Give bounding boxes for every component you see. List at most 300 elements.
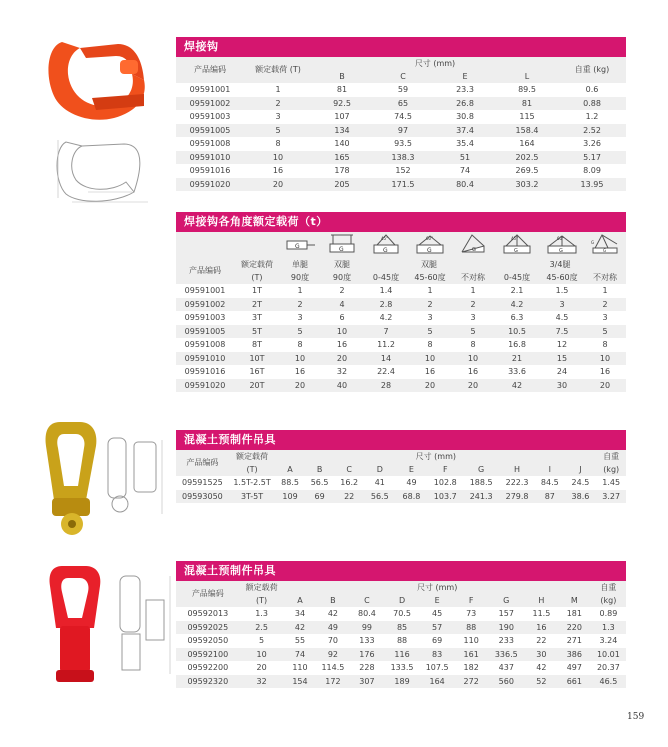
header-col: M bbox=[558, 595, 591, 607]
table-cell: 16 bbox=[280, 365, 320, 379]
table-row bbox=[176, 648, 626, 662]
svg-text:G: G bbox=[339, 246, 344, 253]
table-cell: 3T bbox=[234, 311, 280, 325]
table-cell: 181 bbox=[558, 607, 591, 621]
header-col: C bbox=[334, 464, 364, 476]
table-cell: 437 bbox=[488, 661, 525, 675]
table-cell: 12 bbox=[540, 338, 584, 352]
svg-text:G: G bbox=[427, 247, 432, 254]
header-product-code: 产品编码 bbox=[176, 57, 244, 83]
table-cell: 161 bbox=[455, 648, 488, 662]
table-cell: 336.5 bbox=[488, 648, 525, 662]
table-cell: 56.5 bbox=[364, 490, 396, 504]
table-row bbox=[176, 151, 626, 165]
table-cell: 110 bbox=[455, 634, 488, 648]
table-cell: 49 bbox=[396, 476, 428, 490]
table-cell: 10 bbox=[280, 352, 320, 366]
table-cell: 69 bbox=[420, 634, 455, 648]
table-cell: 176 bbox=[349, 648, 384, 662]
product-code-cell: 09592200 bbox=[176, 661, 240, 675]
product-code-cell: 09591020 bbox=[176, 379, 234, 393]
table-cell: 8 bbox=[584, 338, 626, 352]
header-double-leg-angles: 双腿 bbox=[364, 258, 494, 272]
table-row bbox=[176, 325, 626, 339]
table-cell: 84.5 bbox=[535, 476, 565, 490]
header-product-code: 产品编码 bbox=[176, 258, 234, 284]
table-cell: 205 bbox=[312, 178, 372, 192]
table-cell: 55 bbox=[284, 634, 317, 648]
table-cell: 88 bbox=[384, 634, 419, 648]
svg-text:G: G bbox=[514, 248, 518, 254]
table-cell: 42 bbox=[284, 621, 317, 635]
table-cell: 6.3 bbox=[494, 311, 540, 325]
svg-text:G: G bbox=[603, 248, 607, 253]
table-cell: 140 bbox=[312, 137, 372, 151]
table-cell: 222.3 bbox=[499, 476, 535, 490]
table-cell: 74.5 bbox=[372, 110, 434, 124]
svg-text:45°: 45° bbox=[511, 236, 519, 241]
table-cell: 23.3 bbox=[434, 83, 496, 97]
table-cell: 65 bbox=[372, 97, 434, 111]
table-cell: 165 bbox=[312, 151, 372, 165]
three-leg-asymmetric-icon bbox=[584, 232, 626, 258]
header-angle: 不对称 bbox=[584, 272, 626, 284]
table-cell: 560 bbox=[488, 675, 525, 689]
table-cell: 1.45 bbox=[596, 476, 626, 490]
table-cell: 14 bbox=[364, 352, 408, 366]
table-body bbox=[176, 284, 626, 392]
table-cell: 30 bbox=[525, 648, 558, 662]
table-cell: 10T bbox=[234, 352, 280, 366]
table-cell: 16 bbox=[584, 365, 626, 379]
table-cell: 8 bbox=[452, 338, 494, 352]
header-load-unit: (T) bbox=[234, 272, 280, 284]
double-leg-45-icon bbox=[364, 232, 408, 258]
table-cell: 220 bbox=[558, 621, 591, 635]
table-cell: 5T bbox=[234, 325, 280, 339]
product-code-cell: 09592320 bbox=[176, 675, 240, 689]
table-cell: 24 bbox=[540, 365, 584, 379]
table-cell: 1 bbox=[452, 284, 494, 298]
header-angle: 45-60度 bbox=[540, 272, 584, 284]
table-cell: 2T bbox=[234, 298, 280, 312]
product-code-cell: 09591525 bbox=[176, 476, 229, 490]
angle-load-table bbox=[176, 232, 626, 392]
table-cell: 2 bbox=[280, 298, 320, 312]
table-cell: 233 bbox=[488, 634, 525, 648]
table-cell: 188.5 bbox=[463, 476, 499, 490]
table-cell: 10 bbox=[584, 352, 626, 366]
double-leg-90-icon bbox=[320, 232, 364, 258]
product-code-cell: 09591001 bbox=[176, 83, 244, 97]
table-cell: 35.4 bbox=[434, 137, 496, 151]
table-cell: 3 bbox=[540, 298, 584, 312]
table-cell: 11.5 bbox=[525, 607, 558, 621]
table-cell: 133.5 bbox=[384, 661, 419, 675]
product-code-cell: 09592013 bbox=[176, 607, 240, 621]
table-cell: 2.1 bbox=[494, 284, 540, 298]
table-cell: 8 bbox=[408, 338, 452, 352]
table-cell: 20 bbox=[408, 379, 452, 393]
table-cell: 2 bbox=[244, 97, 312, 111]
table-cell: 83 bbox=[420, 648, 455, 662]
header-col: B bbox=[305, 464, 335, 476]
table-cell: 1.3 bbox=[591, 621, 626, 635]
header-angle: 90度 bbox=[280, 272, 320, 284]
header-col: C bbox=[349, 595, 384, 607]
table-cell: 16T bbox=[234, 365, 280, 379]
table-cell: 2.8 bbox=[364, 298, 408, 312]
table-cell: 189 bbox=[384, 675, 419, 689]
weld-hook-drawing bbox=[52, 132, 162, 208]
table-cell: 16.2 bbox=[334, 476, 364, 490]
table-cell: 80.4 bbox=[349, 607, 384, 621]
table-cell: 5 bbox=[584, 325, 626, 339]
table-cell: 172 bbox=[316, 675, 349, 689]
header-weight: 自重 (kg) bbox=[558, 57, 626, 83]
table-row bbox=[176, 110, 626, 124]
table-row bbox=[176, 298, 626, 312]
concrete-lifter-section-1 bbox=[176, 430, 626, 503]
table-cell: 92 bbox=[316, 648, 349, 662]
table-cell: 1.2 bbox=[558, 110, 626, 124]
header-col: A bbox=[275, 464, 305, 476]
svg-text:G: G bbox=[591, 240, 595, 245]
table-cell: 32 bbox=[240, 675, 284, 689]
lifting-clutch-red-drawing bbox=[114, 570, 176, 682]
page-number: 159 bbox=[627, 712, 645, 722]
table-cell: 22.4 bbox=[364, 365, 408, 379]
table-cell: 34 bbox=[284, 607, 317, 621]
table-body bbox=[176, 476, 626, 503]
table-cell: 16.8 bbox=[494, 338, 540, 352]
table-cell: 10 bbox=[452, 352, 494, 366]
table-cell: 2 bbox=[584, 298, 626, 312]
table-cell: 8.09 bbox=[558, 164, 626, 178]
table-row bbox=[176, 379, 626, 393]
table-cell: 81 bbox=[496, 97, 558, 111]
table-cell: 2 bbox=[408, 298, 452, 312]
table-cell: 80.4 bbox=[434, 178, 496, 192]
table-cell: 133 bbox=[349, 634, 384, 648]
table-cell: 178 bbox=[312, 164, 372, 178]
table-cell: 97 bbox=[372, 124, 434, 138]
table-cell: 20 bbox=[244, 178, 312, 192]
table-cell: 107.5 bbox=[420, 661, 455, 675]
table-cell: 51 bbox=[434, 151, 496, 165]
table-cell: 164 bbox=[496, 137, 558, 151]
table-cell: 134 bbox=[312, 124, 372, 138]
table-cell: 110 bbox=[284, 661, 317, 675]
product-code-cell: 09591005 bbox=[176, 124, 244, 138]
table-cell: 11.2 bbox=[364, 338, 408, 352]
table-cell: 20.37 bbox=[591, 661, 626, 675]
header-weight: 自重 bbox=[596, 450, 626, 464]
concrete-lifter-table-2 bbox=[176, 581, 626, 688]
product-code-cell: 09592025 bbox=[176, 621, 240, 635]
table-cell: 21 bbox=[494, 352, 540, 366]
table-cell: 3.26 bbox=[558, 137, 626, 151]
table-cell: 22 bbox=[525, 634, 558, 648]
header-angle: 45-60度 bbox=[408, 272, 452, 284]
header-col: L bbox=[496, 71, 558, 83]
header-angle: 不对称 bbox=[452, 272, 494, 284]
table-cell: 38.6 bbox=[565, 490, 597, 504]
table-row bbox=[176, 476, 626, 490]
header-col: B bbox=[316, 595, 349, 607]
table-cell: 16 bbox=[452, 365, 494, 379]
table-cell: 3T-5T bbox=[229, 490, 275, 504]
table-cell: 46.5 bbox=[591, 675, 626, 689]
table-cell: 87 bbox=[535, 490, 565, 504]
table-cell: 30.8 bbox=[434, 110, 496, 124]
table-cell: 15 bbox=[540, 352, 584, 366]
product-code-cell: 09591016 bbox=[176, 365, 234, 379]
svg-text:60°: 60° bbox=[557, 236, 565, 241]
header-col: D bbox=[384, 595, 419, 607]
header-double-leg: 双腿 bbox=[320, 258, 364, 272]
product-code-cell: 09591010 bbox=[176, 151, 244, 165]
table-cell: 307 bbox=[349, 675, 384, 689]
table-cell: 3 bbox=[280, 311, 320, 325]
table-cell: 73 bbox=[455, 607, 488, 621]
header-rated-load: 额定载荷 (T) bbox=[244, 57, 312, 83]
table-cell: 5 bbox=[244, 124, 312, 138]
product-code-cell: 09591003 bbox=[176, 110, 244, 124]
product-code-cell: 09593050 bbox=[176, 490, 229, 504]
table-row bbox=[176, 284, 626, 298]
table-cell: 20T bbox=[234, 379, 280, 393]
table-cell: 8 bbox=[280, 338, 320, 352]
header-col: H bbox=[499, 464, 535, 476]
table-row bbox=[176, 365, 626, 379]
table-cell: 102.8 bbox=[427, 476, 463, 490]
lifting-clutch-gold-drawing bbox=[104, 432, 170, 522]
product-code-cell: 09592100 bbox=[176, 648, 240, 662]
table-cell: 42 bbox=[525, 661, 558, 675]
table-cell: 10.01 bbox=[591, 648, 626, 662]
table-cell: 56.5 bbox=[305, 476, 335, 490]
header-col: D bbox=[364, 464, 396, 476]
table-cell: 20 bbox=[240, 661, 284, 675]
table-cell: 45 bbox=[420, 607, 455, 621]
table-cell: 69 bbox=[305, 490, 335, 504]
table-cell: 190 bbox=[488, 621, 525, 635]
table-cell: 152 bbox=[372, 164, 434, 178]
three-leg-60-icon bbox=[540, 232, 584, 258]
table-cell: 2 bbox=[452, 298, 494, 312]
table-cell: 109 bbox=[275, 490, 305, 504]
weld-hook-photo bbox=[40, 34, 152, 126]
table-cell: 158.4 bbox=[496, 124, 558, 138]
header-col: E bbox=[396, 464, 428, 476]
table-cell: 3 bbox=[244, 110, 312, 124]
svg-text:G: G bbox=[559, 248, 563, 254]
table-cell: 2 bbox=[320, 284, 364, 298]
table-cell: 74 bbox=[434, 164, 496, 178]
table-cell: 3 bbox=[408, 311, 452, 325]
table-row bbox=[176, 137, 626, 151]
table-cell: 182 bbox=[455, 661, 488, 675]
table-cell: 0.88 bbox=[558, 97, 626, 111]
header-dimensions: 尺寸 (mm) bbox=[284, 581, 591, 595]
header-weight-unit: (kg) bbox=[596, 464, 626, 476]
section-title: 混凝土预制件吊具 bbox=[176, 561, 626, 581]
table-cell: 41 bbox=[364, 476, 396, 490]
table-row bbox=[176, 490, 626, 504]
table-cell: 116 bbox=[384, 648, 419, 662]
header-dimensions: 尺寸 (mm) bbox=[312, 57, 558, 71]
table-cell: 1.4 bbox=[364, 284, 408, 298]
table-cell: 20 bbox=[452, 379, 494, 393]
table-cell: 24.5 bbox=[565, 476, 597, 490]
header-load-unit: (T) bbox=[229, 464, 275, 476]
table-cell: 10.5 bbox=[494, 325, 540, 339]
header-angle: 0-45度 bbox=[364, 272, 408, 284]
table-cell: 241.3 bbox=[463, 490, 499, 504]
table-cell: 70 bbox=[316, 634, 349, 648]
table-cell: 30 bbox=[540, 379, 584, 393]
svg-text:60°: 60° bbox=[426, 236, 434, 241]
header-rated-load: 额定载荷 bbox=[240, 581, 284, 595]
svg-text:G: G bbox=[472, 247, 476, 253]
table-cell: 26.8 bbox=[434, 97, 496, 111]
table-cell: 16 bbox=[320, 338, 364, 352]
table-cell: 138.3 bbox=[372, 151, 434, 165]
product-code-cell: 09591008 bbox=[176, 338, 234, 352]
section-title: 焊接钩 bbox=[176, 37, 626, 57]
header-col: B bbox=[312, 71, 372, 83]
table-cell: 10 bbox=[240, 648, 284, 662]
table-cell: 115 bbox=[496, 110, 558, 124]
product-code-cell: 09591002 bbox=[176, 97, 244, 111]
header-col: E bbox=[434, 71, 496, 83]
table-row bbox=[176, 178, 626, 192]
table-cell: 279.8 bbox=[499, 490, 535, 504]
table-cell: 3.24 bbox=[591, 634, 626, 648]
double-leg-60-icon bbox=[408, 232, 452, 258]
table-cell: 70.5 bbox=[384, 607, 419, 621]
weld-hook-section bbox=[176, 37, 626, 191]
header-col: H bbox=[525, 595, 558, 607]
table-cell: 92.5 bbox=[312, 97, 372, 111]
table-cell: 28 bbox=[364, 379, 408, 393]
table-cell: 5 bbox=[240, 634, 284, 648]
header-load-unit: (T) bbox=[240, 595, 284, 607]
product-code-cell: 09591020 bbox=[176, 178, 244, 192]
table-cell: 81 bbox=[312, 83, 372, 97]
table-cell: 157 bbox=[488, 607, 525, 621]
table-cell: 1 bbox=[280, 284, 320, 298]
table-cell: 85 bbox=[384, 621, 419, 635]
header-col: C bbox=[372, 71, 434, 83]
table-cell: 4.2 bbox=[494, 298, 540, 312]
header-angle: 0-45度 bbox=[494, 272, 540, 284]
header-col: G bbox=[488, 595, 525, 607]
table-cell: 7 bbox=[364, 325, 408, 339]
table-cell: 99 bbox=[349, 621, 384, 635]
table-cell: 1.5 bbox=[540, 284, 584, 298]
product-code-cell: 09591008 bbox=[176, 137, 244, 151]
svg-text:G: G bbox=[295, 243, 300, 250]
table-cell: 154 bbox=[284, 675, 317, 689]
product-code-cell: 09591001 bbox=[176, 284, 234, 298]
table-cell: 4.2 bbox=[364, 311, 408, 325]
double-leg-asymmetric-icon bbox=[452, 232, 494, 258]
table-row bbox=[176, 675, 626, 689]
table-cell: 16 bbox=[244, 164, 312, 178]
table-cell: 271 bbox=[558, 634, 591, 648]
lifting-clutch-red-photo bbox=[44, 562, 108, 688]
table-body bbox=[176, 607, 626, 688]
table-cell: 33.6 bbox=[494, 365, 540, 379]
product-code-cell: 09591003 bbox=[176, 311, 234, 325]
header-col: I bbox=[535, 464, 565, 476]
table-row bbox=[176, 311, 626, 325]
angle-load-section bbox=[176, 212, 626, 392]
table-cell: 20 bbox=[280, 379, 320, 393]
table-cell: 8 bbox=[244, 137, 312, 151]
table-cell: 497 bbox=[558, 661, 591, 675]
header-product-code: 产品编码 bbox=[176, 581, 240, 607]
header-weight: 自重 bbox=[591, 581, 626, 595]
table-cell: 202.5 bbox=[496, 151, 558, 165]
table-cell: 269.5 bbox=[496, 164, 558, 178]
table-cell: 88 bbox=[455, 621, 488, 635]
header-dimensions: 尺寸 (mm) bbox=[275, 450, 596, 464]
product-code-cell: 09591016 bbox=[176, 164, 244, 178]
table-row bbox=[176, 634, 626, 648]
table-cell: 52 bbox=[525, 675, 558, 689]
header-col: E bbox=[420, 595, 455, 607]
table-cell: 228 bbox=[349, 661, 384, 675]
table-row bbox=[176, 97, 626, 111]
table-cell: 3.27 bbox=[596, 490, 626, 504]
table-cell: 13.95 bbox=[558, 178, 626, 192]
table-cell: 5.17 bbox=[558, 151, 626, 165]
table-cell: 386 bbox=[558, 648, 591, 662]
header-col: A bbox=[284, 595, 317, 607]
header-col: F bbox=[427, 464, 463, 476]
concrete-lifter-table-1 bbox=[176, 450, 626, 503]
table-cell: 3 bbox=[452, 311, 494, 325]
section-title: 焊接钩各角度额定载荷（t） bbox=[176, 212, 626, 232]
table-cell: 114.5 bbox=[316, 661, 349, 675]
header-weight-unit: (kg) bbox=[591, 595, 626, 607]
table-cell: 1 bbox=[244, 83, 312, 97]
table-cell: 8T bbox=[234, 338, 280, 352]
table-cell: 42 bbox=[494, 379, 540, 393]
section-title: 混凝土预制件吊具 bbox=[176, 430, 626, 450]
table-cell: 10 bbox=[320, 325, 364, 339]
table-cell: 88.5 bbox=[275, 476, 305, 490]
table-cell: 68.8 bbox=[396, 490, 428, 504]
table-row bbox=[176, 164, 626, 178]
product-code-cell: 09592050 bbox=[176, 634, 240, 648]
table-cell: 1T bbox=[234, 284, 280, 298]
table-cell: 32 bbox=[320, 365, 364, 379]
table-cell: 4 bbox=[320, 298, 364, 312]
table-cell: 59 bbox=[372, 83, 434, 97]
table-cell: 1.3 bbox=[240, 607, 284, 621]
header-product-code: 产品编码 bbox=[176, 450, 229, 476]
lifting-clutch-gold-photo bbox=[38, 416, 104, 538]
table-row bbox=[176, 83, 626, 97]
table-body bbox=[176, 83, 626, 191]
table-cell: 37.4 bbox=[434, 124, 496, 138]
table-cell: 16 bbox=[525, 621, 558, 635]
table-cell: 103.7 bbox=[427, 490, 463, 504]
